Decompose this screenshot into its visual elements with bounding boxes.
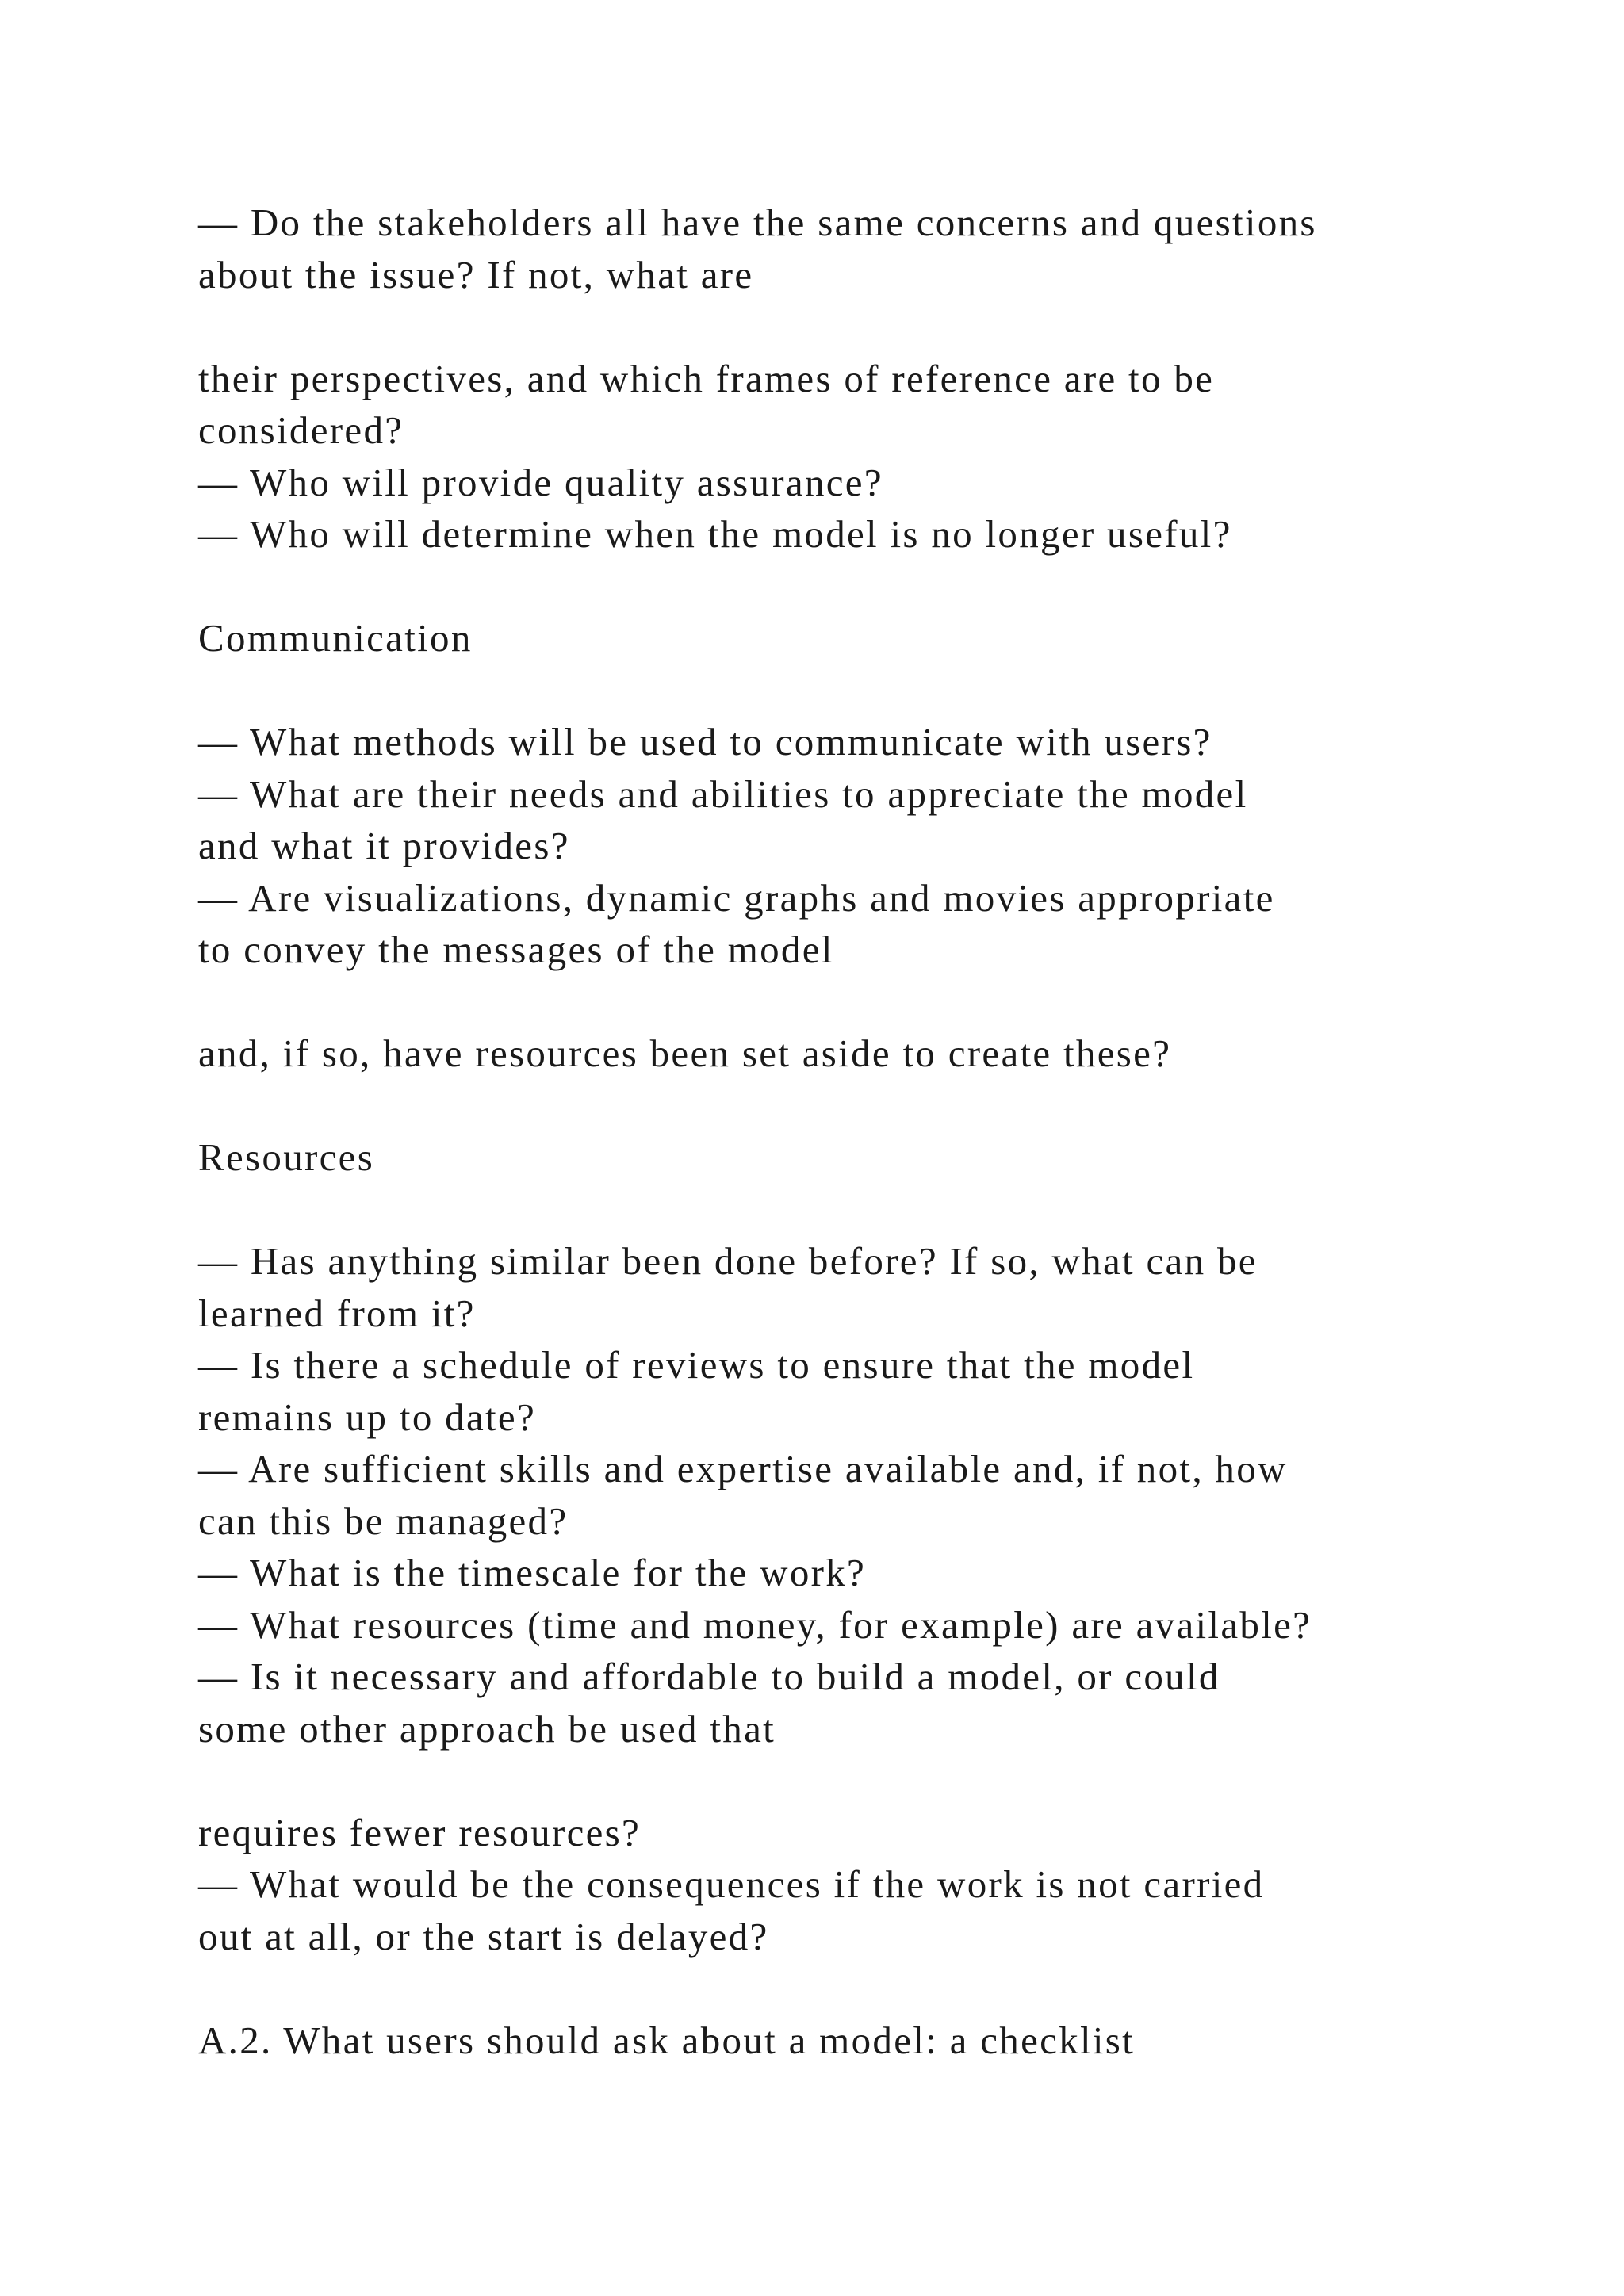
text-line: — Who will provide quality assurance? [198,460,883,504]
text-line: considered? [198,408,404,452]
text-line: to convey the messages of the model [198,928,834,971]
blank-line [198,300,1451,353]
text-line: and what it provides? [198,824,570,867]
section-heading-resources: Resources [198,1135,375,1179]
text-line: requires fewer resources? [198,1810,642,1854]
blank-line [198,1184,1451,1236]
text-line: — What are their needs and abilities to appreciate the model [198,771,1248,816]
text-line: their perspectives, and which frames of reference are to be [198,356,1215,400]
text-line: — Has anything similar been done before? If so, what can be [198,1239,1258,1283]
text-line: out at all, or the start is delayed? [198,1914,769,1958]
text-line: some other approach be used that [198,1706,776,1751]
text-line: — What methods will be used to communicate with users? [198,720,1212,763]
blank-line [198,976,1451,1028]
blank-line [198,1080,1451,1132]
text-line: can this be managed? [198,1498,569,1543]
blank-line [198,664,1451,717]
text-line: — Is it necessary and affordable to build a model, or could [198,1655,1220,1698]
text-line: — What would be the consequences if the work is not carried [198,1862,1265,1906]
text-line: — What resources (time and money, for example) are available? [198,1602,1312,1647]
text-line: — Who will determine when the model is no longer useful? [198,512,1232,556]
text-line: learned from it? [198,1291,476,1335]
text-line: — What is the timescale for the work? [198,1551,867,1594]
blank-line [198,561,1451,613]
blank-line [198,1962,1451,2015]
section-heading-checklist: A.2. What users should ask about a model: a checklist [198,2018,1136,2062]
text-line: and, if so, have resources been set aside to create these? [198,1031,1172,1075]
text-line: — Are visualizations, dynamic graphs and movies appropriate [198,875,1275,920]
text-line: about the issue? If not, what are [198,252,754,297]
text-line: — Do the stakeholders all have the same concerns and questions [198,201,1317,244]
text-line: remains up to date? [198,1395,537,1439]
document-body [198,197,1451,2066]
text-line: — Is there a schedule of reviews to ensure that the model [198,1343,1195,1387]
text-line: — Are sufficient skills and expertise available and, if not, how [198,1447,1288,1490]
blank-line [198,1755,1451,1807]
section-heading-communication: Communication [198,616,473,660]
